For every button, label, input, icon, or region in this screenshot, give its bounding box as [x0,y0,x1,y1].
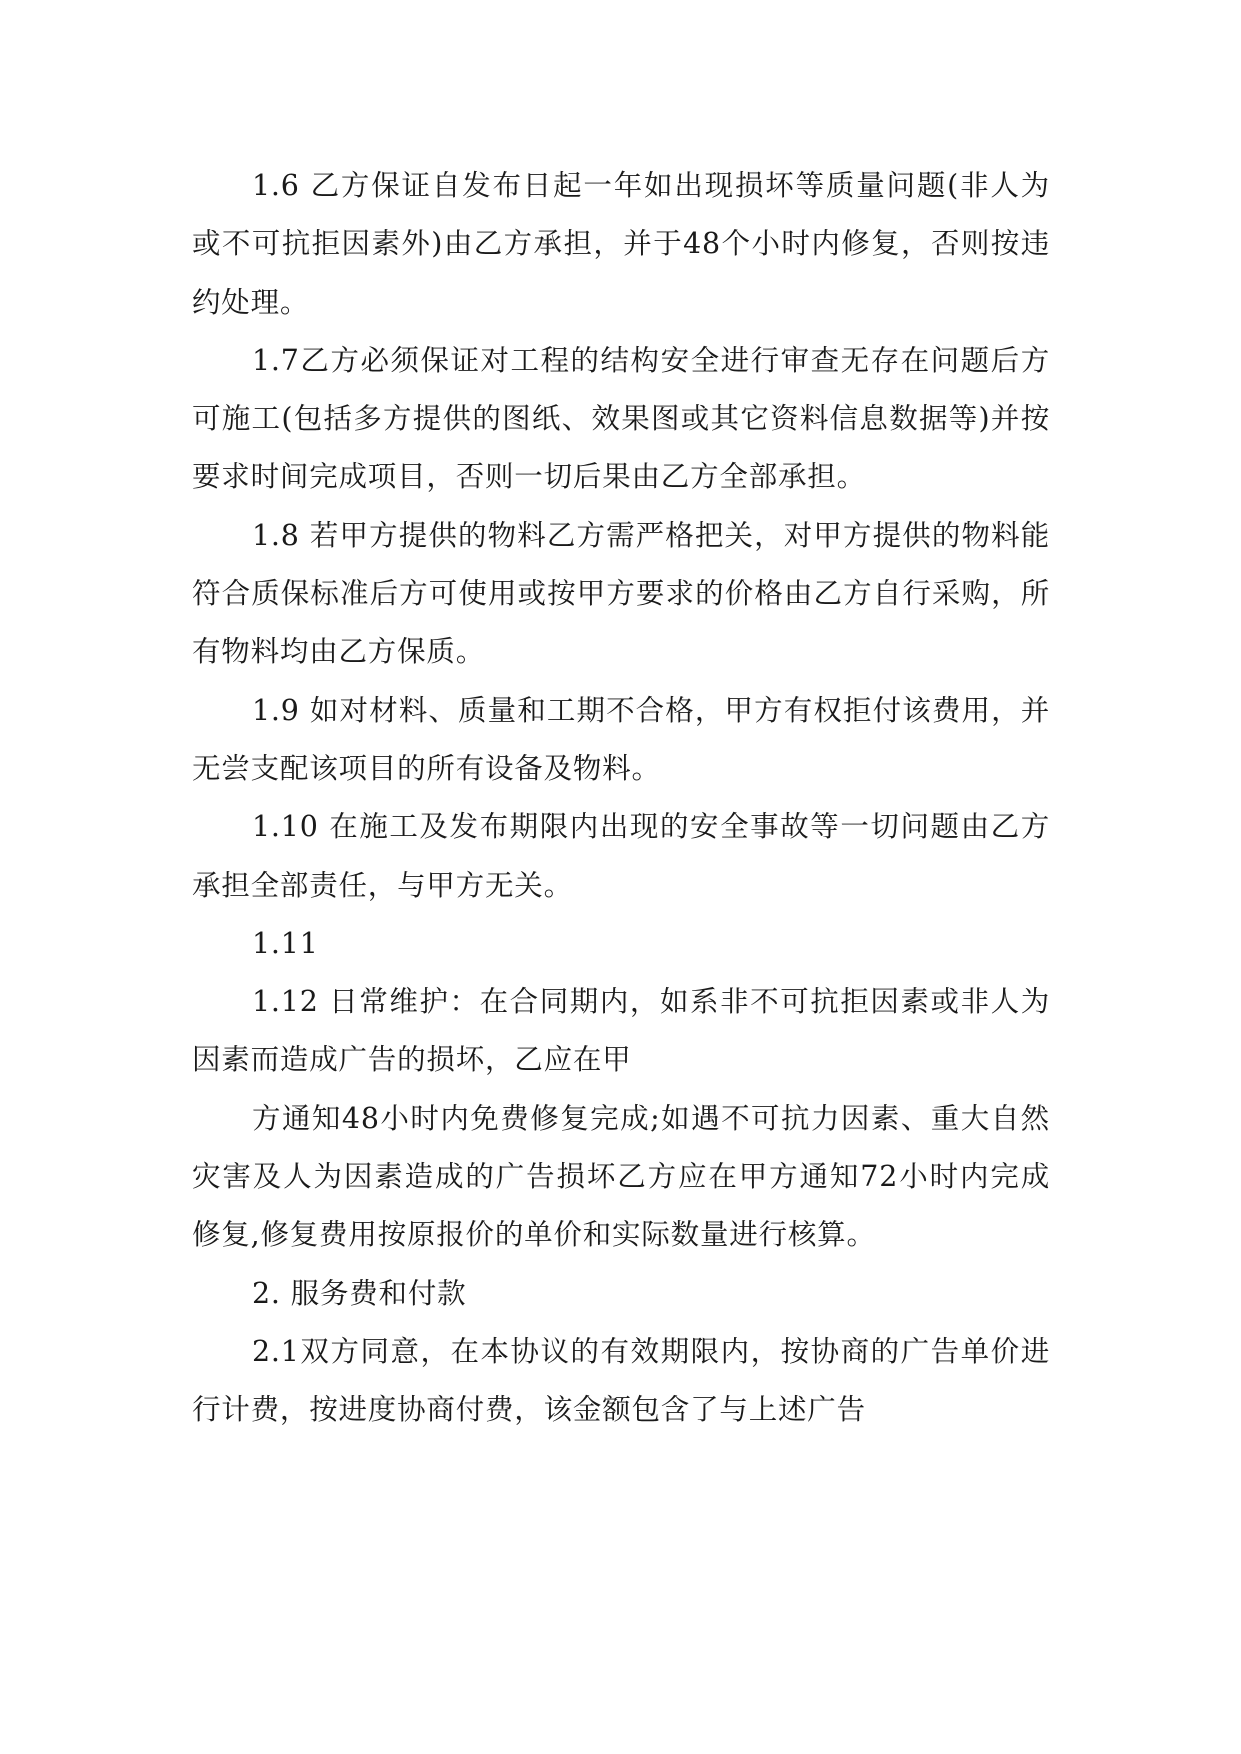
paragraph-1-12: 1.12 日常维护：在合同期内，如系非不可抗拒因素或非人为因素而造成广告的损坏，乙应在甲 [192,985,1050,1077]
paragraph-2-1: 2.1双方同意，在本协议的有效期限内，按协商的广告单价进行计费，按进度协商付费，该金额包含了与上述广告 [192,1334,1050,1427]
document-body [192,157,1050,1440]
paragraph-1-11: 1.11 [252,926,319,960]
paragraph-1-9: 1.9 如对材料、质量和工期不合格，甲方有权拒付该费用，并无尝支配该项目的所有设备及物料。 [192,693,1050,785]
paragraph-1-12-continued: 方通知48小时内免费修复完成;如遇不可抗力因素、重大自然灾害及人为因素造成的广告损坏乙方应在甲方通知72小时内完成修复,修复费用按原报价的单价和实际数量进行核算。 [192,1101,1050,1252]
paragraph-1-7: 1.7乙方必须保证对工程的结构安全进行审查无存在问题后方可施工(包括多方提供的图纸、效果图或其它资料信息数据等)并按要求时间完成项目，否则一切后果由乙方全部承担。 [192,343,1050,494]
paragraph-1-6: 1.6 乙方保证自发布日起一年如出现损坏等质量问题(非人为或不可抗拒因素外)由乙方承担，并于48个小时内修复，否则按违约处理。 [192,169,1050,319]
paragraph-1-8: 1.8 若甲方提供的物料乙方需严格把关，对甲方提供的物料能符合质保标准后方可使用或按甲方要求的价格由乙方自行采购，所有物料均由乙方保质。 [192,518,1050,669]
paragraph-1-10: 1.10 在施工及发布期限内出现的安全事故等一切问题由乙方承担全部责任，与甲方无关。 [192,810,1050,902]
section-heading-2: 2. 服务费和付款 [252,1276,467,1310]
